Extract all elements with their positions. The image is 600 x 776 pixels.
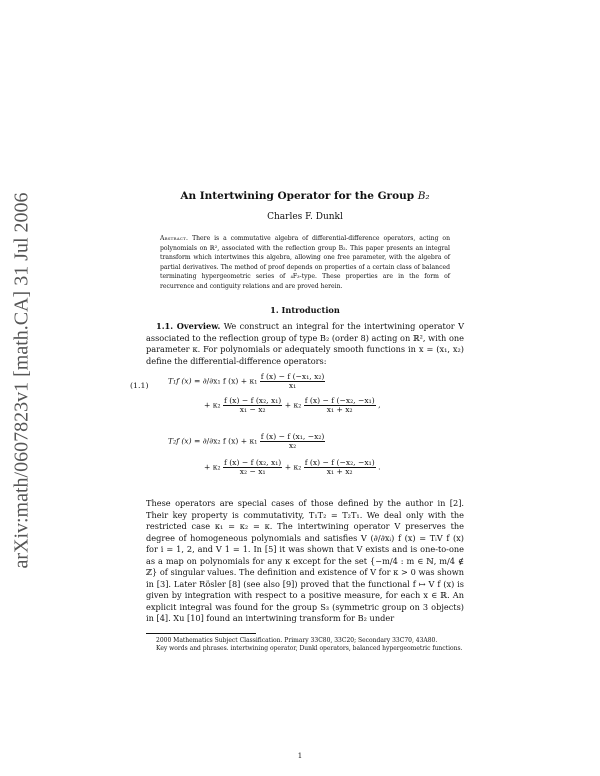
eq-t2-line1 — [168, 433, 325, 450]
eq-t2-k2b: + κ₂ — [284, 462, 302, 472]
eq-t2-frac2-num: f (x) − f (x₂, x₁) — [224, 458, 282, 467]
eq-t1-line1 — [168, 373, 325, 390]
intro-text: We construct an integral for the intertwining operator V associated to the reflection group of type B₂ (order 8) acting on ℝ², with one parameter κ. For polynomials or adequately smooth functions in x = (x₁, x₂) define the differential-difference operators: — [146, 321, 464, 366]
paper-title-group: B₂ — [417, 190, 430, 202]
eq-t2-end: . — [378, 462, 381, 472]
eq-t2-frac2 — [223, 459, 282, 476]
footnote-keywords: Key words and phrases. intertwining operator, Dunkl operators, balanced hypergeometric functions. — [156, 645, 463, 652]
equation-block — [130, 371, 464, 496]
after-equation-paragraph: These operators are special cases of those defined by the author in [2]. Their key property is commutativity, T₁T₂ = T₂T₁. We deal only with the restricted case κ₁ = κ₂ = κ. The intertwining operator V preserves the degree of homogeneous polynomials and satisfies V (∂/∂xᵢ) f (x) = TᵢV f (x) for i = 1, 2, and V 1 = 1. In [5] it was shown that V exists and is one-to-one as a map on polynomials for any κ except for the set {−m/4 : m ∈ ℕ, m/4 ∉ ℤ} of singular values. The definition and existence of V for κ > 0 was shown in [3]. Later Rösler [8] (see also [9]) proved that the functional f ↦ V f (x) is given by integration with respect to a positive measure, for each x ∈ ℝ. An explicit integral was found for the group S₃ (symmetric group on 3 objects) in [4]. Xu [10] found an intertwining transform for B₂ under — [146, 498, 464, 623]
eq-t2-frac1-den: x₂ — [288, 441, 297, 450]
eq-t1-frac1-num: f (x) − f (−x₁, x₂) — [260, 372, 325, 381]
eq-t1-frac3-num: f (x) − f (−x₂, −x₁) — [304, 396, 375, 405]
eq-t2-frac3-num: f (x) − f (−x₂, −x₁) — [304, 458, 375, 467]
intro-paragraph — [146, 321, 464, 367]
footnote-msc: 2000 Mathematics Subject Classification. Primary 33C80, 33C20; Secondary 33C70, 43A80. — [156, 636, 438, 644]
section-heading: 1. Introduction — [270, 305, 340, 315]
eq-t1-frac3-den: x₁ + x₂ — [326, 405, 353, 414]
eq-t2-partial: ∂/∂x₂ f (x) + κ₁ — [202, 436, 258, 446]
eq-t1-line2 — [204, 397, 381, 414]
eq-t2-frac2-den: x₂ − x₁ — [239, 467, 266, 476]
eq-t1-frac3 — [304, 397, 376, 414]
eq-t1-k2b: + κ₂ — [284, 400, 302, 410]
equation-number: (1.1) — [130, 381, 149, 390]
subsection-label: 1.1. Overview. — [156, 321, 221, 331]
eq-t2-frac3 — [304, 459, 376, 476]
eq-t1-frac1-den: x₁ — [288, 381, 297, 390]
arxiv-identifier-text: arXiv:math/0607823v1 [math.CA] 31 Jul 2006 — [10, 191, 33, 569]
eq-t1-k2a: + κ₂ — [204, 400, 221, 410]
paper-page — [130, 190, 464, 654]
eq-t1-partial: ∂/∂x₁ f (x) + κ₁ — [202, 376, 258, 386]
eq-t2-line2 — [204, 459, 381, 476]
eq-t1-frac2-num: f (x) − f (x₂, x₁) — [224, 396, 282, 405]
abstract-text: There is a commutative algebra of differential-difference operators, acting on polynomials on ℝ², associated with the reflection group B₂. This paper presents an integral transform which intertwines this algebra, allowing one free parameter, with the algebra of partial derivatives. The method of proof depends on properties of a certain class of balanced terminating hypergeometric series of ₄F₃-type. These properties are in the form of recurrence and contiguity relations and are proved herein. — [160, 235, 450, 290]
abstract — [160, 234, 450, 291]
eq-t2-lhs: T₂f (x) = — [168, 436, 201, 446]
eq-t1-lhs: T₁f (x) = — [168, 376, 201, 386]
paper-title — [146, 190, 464, 202]
eq-t2-frac1 — [260, 433, 326, 450]
eq-t2-frac1-num: f (x) − f (x₁, −x₂) — [260, 432, 325, 441]
paper-title-text: An Intertwining Operator for the Group — [180, 190, 418, 202]
eq-t2-frac3-den: x₁ + x₂ — [326, 467, 353, 476]
eq-t1-frac2 — [223, 397, 282, 414]
eq-t1-frac1 — [260, 373, 326, 390]
eq-t2-k2a: + κ₂ — [204, 462, 221, 472]
paper-author: Charles F. Dunkl — [267, 212, 343, 222]
abstract-label: Abstract. — [160, 235, 189, 242]
arxiv-identifier — [4, 180, 40, 580]
page-number: 1 — [297, 752, 303, 760]
eq-t1-end: , — [378, 400, 381, 410]
footnote-rule — [146, 633, 256, 634]
eq-t1-frac2-den: x₁ − x₂ — [239, 405, 266, 414]
